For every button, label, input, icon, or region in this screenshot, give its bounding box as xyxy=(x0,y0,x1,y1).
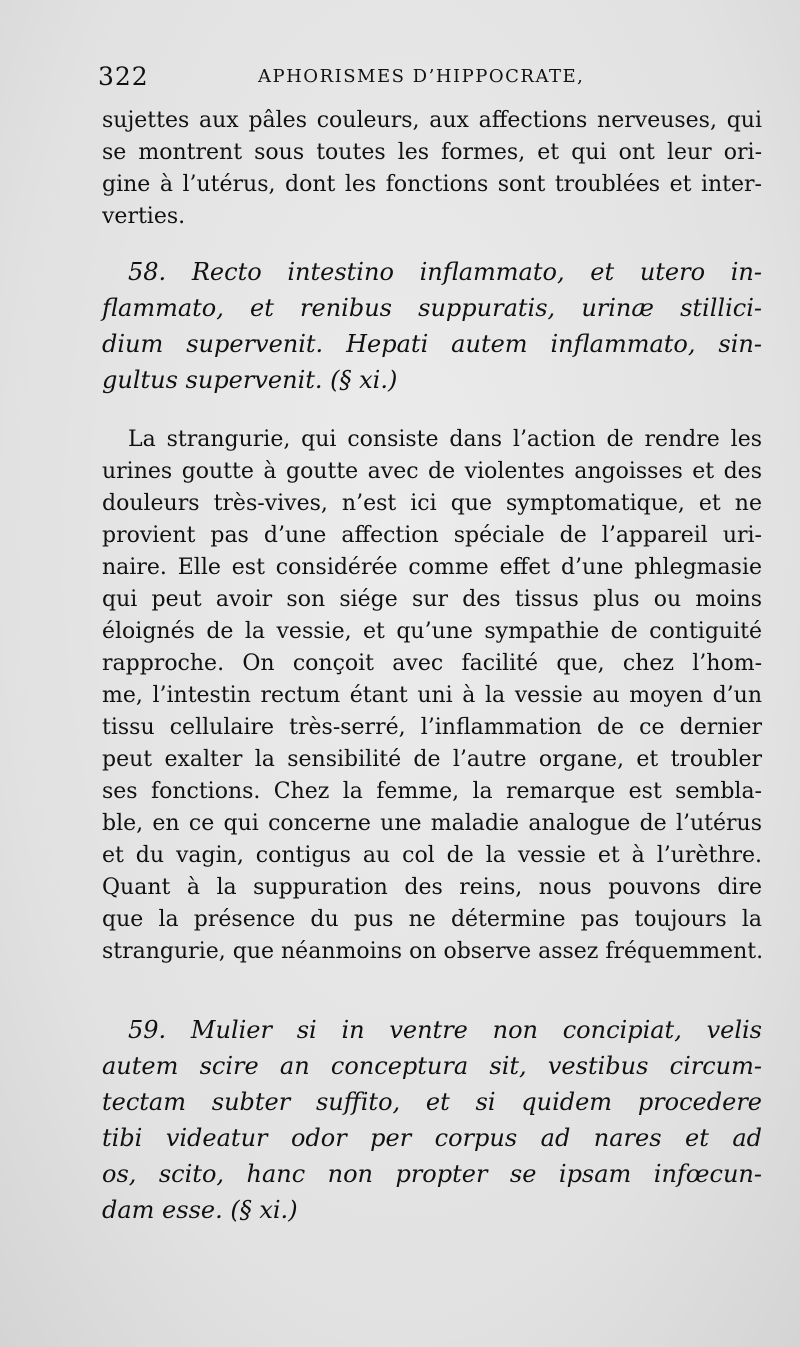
commentary-58 xyxy=(102,424,762,968)
aphorism-line: os, scito, hanc non propter se ipsam infœcun- xyxy=(102,1160,762,1188)
text-line: verties. xyxy=(102,204,186,229)
commentary-line: que la présence du pus ne détermine pas toujours la xyxy=(102,907,762,932)
text-line: se montrent sous toutes les formes, et qui ont leur ori- xyxy=(102,140,762,165)
aphorism-59 xyxy=(102,1012,762,1228)
paragraph-continuation xyxy=(102,105,762,233)
commentary-line: naire. Elle est considérée comme effet d’une phlegmasie xyxy=(102,555,762,580)
aphorism-line: dium supervenit. Hepati autem inflammato, sin- xyxy=(102,330,762,358)
commentary-line: éloignés de la vessie, et qu’une sympathie de contiguité xyxy=(102,619,762,644)
page-header xyxy=(98,60,758,92)
commentary-line: urines goutte à goutte avec de violentes angoisses et des xyxy=(102,459,762,484)
commentary-line: douleurs très-vives, n’est ici que symptomatique, et ne xyxy=(102,491,762,516)
page-number: 322 xyxy=(98,62,149,91)
aphorism-line: autem scire an conceptura sit, vestibus circum- xyxy=(102,1052,762,1080)
text-line: gine à l’utérus, dont les fonctions sont troublées et inter- xyxy=(102,172,762,197)
aphorism-line: gultus supervenit. (§ xi.) xyxy=(102,366,398,394)
aphorism-line: 58. Recto intestino inflammato, et utero in- xyxy=(128,258,762,286)
commentary-line: Quant à la suppuration des reins, nous pouvons dire xyxy=(102,875,762,900)
commentary-line: qui peut avoir son siége sur des tissus plus ou moins xyxy=(102,587,762,612)
commentary-line: La strangurie, qui consiste dans l’action de rendre les xyxy=(128,427,762,452)
aphorism-line: 59. Mulier si in ventre non concipiat, velis xyxy=(128,1016,762,1044)
commentary-line: strangurie, que néanmoins on observe assez fréquemment. xyxy=(102,939,764,964)
commentary-line: peut exalter la sensibilité de l’autre organe, et troubler xyxy=(102,747,762,772)
commentary-line: me, l’intestin rectum étant uni à la vessie au moyen d’un xyxy=(102,683,762,708)
aphorism-58 xyxy=(102,254,762,398)
aphorism-line: tectam subter suffito, et si quidem procedere xyxy=(102,1088,762,1116)
commentary-line: rapproche. On conçoit avec facilité que, chez l’hom- xyxy=(102,651,762,676)
commentary-line: ses fonctions. Chez la femme, la remarque est sembla- xyxy=(102,779,762,804)
aphorism-line: tibi videatur odor per corpus ad nares et ad xyxy=(102,1124,762,1152)
commentary-line: tissu cellulaire très-serré, l’inflammation de ce dernier xyxy=(102,715,762,740)
aphorism-line: flammato, et renibus suppuratis, urinæ stillici- xyxy=(102,294,762,322)
text-line: sujettes aux pâles couleurs, aux affections nerveuses, qui xyxy=(102,108,762,133)
commentary-line: ble, en ce qui concerne une maladie analogue de l’utérus xyxy=(102,811,762,836)
aphorism-line: dam esse. (§ xi.) xyxy=(102,1196,298,1224)
running-title: APHORISMES D’HIPPOCRATE, xyxy=(258,66,585,87)
commentary-line: et du vagin, contigus au col de la vessie et à l’urèthre. xyxy=(102,843,762,868)
commentary-line: provient pas d’une affection spéciale de l’appareil uri- xyxy=(102,523,762,548)
